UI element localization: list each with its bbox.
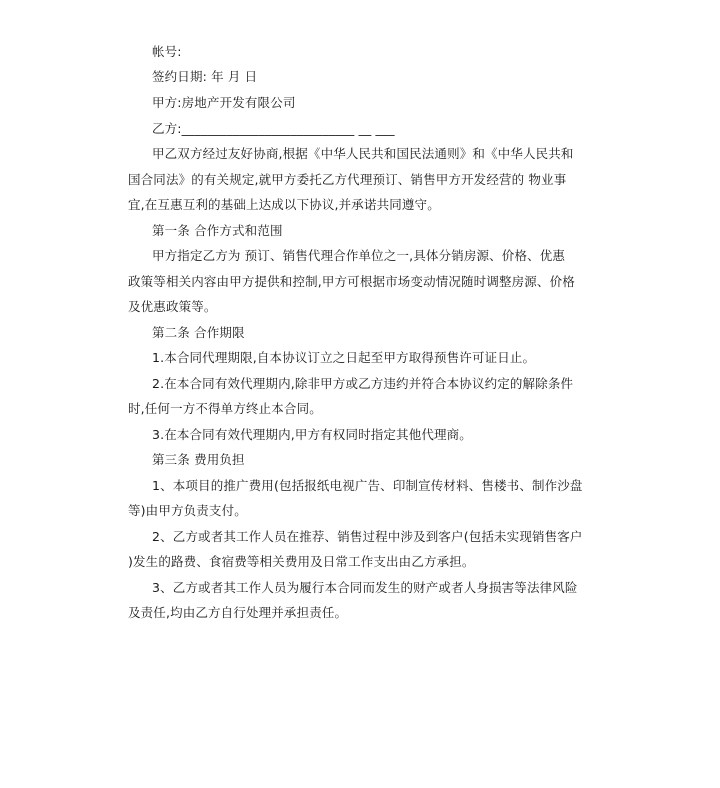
- article-2-clause-1: 1.本合同代理期限,自本协议订立之日起至甲方取得预售许可证日止。: [152, 350, 536, 365]
- article-1-heading: 第一条 合作方式和范围: [152, 223, 283, 238]
- article-3-clause-1-line-2: 等)由甲方负责支付。: [128, 503, 247, 518]
- article-1-text-line-3: 及优惠政策等。: [128, 299, 217, 314]
- party-b-line: 乙方:___________________________ __ ___: [152, 121, 395, 136]
- article-3-clause-3-line-2: 及责任,均由乙方自行处理并承担责任。: [128, 605, 348, 620]
- article-3-clause-2-line-2: )发生的路费、食宿费等相关费用及日常工作支出由乙方承担。: [128, 554, 475, 569]
- article-1-text-line-1: 甲方指定乙方为 预订、销售代理合作单位之一,具体分销房源、价格、优惠: [152, 248, 566, 263]
- preamble-line-1: 甲乙双方经过友好协商,根据《中华人民共和国民法通则》和《中华人民共和: [152, 146, 574, 161]
- article-2-clause-2-line-2: 时,任何一方不得单方终止本合同。: [128, 401, 322, 416]
- article-1-text-line-2: 政策等相关内容由甲方提供和控制,甲方可根据市场变动情况随时调整房源、价格: [128, 274, 575, 289]
- article-3-clause-3-line-1: 3、乙方或者其工作人员为履行本合同而发生的财产或者人身损害等法律风险: [152, 580, 578, 595]
- party-a-line: 甲方:房地产开发有限公司: [152, 95, 296, 110]
- account-line: 帐号:: [152, 44, 182, 59]
- preamble-line-2: 国合同法》的有关规定,就甲方委托乙方代理预订、销售甲方开发经营的 物业事: [128, 172, 567, 187]
- article-2-heading: 第二条 合作期限: [152, 325, 245, 340]
- article-2-clause-2-line-1: 2.在本合同有效代理期内,除非甲方或乙方违约并符合本协议约定的解除条件: [152, 376, 574, 391]
- signing-date-line: 签约日期: 年 月 日: [152, 69, 258, 84]
- preamble-line-3: 宜,在互惠互利的基础上达成以下协议,并承诺共同遵守。: [128, 197, 440, 212]
- article-3-clause-1-line-1: 1、本项目的推广费用(包括报纸电视广告、印制宣传材料、售楼书、制作沙盘: [152, 478, 583, 493]
- article-2-clause-3: 3.在本合同有效代理期内,甲方有权同时指定其他代理商。: [152, 427, 472, 442]
- article-3-clause-2-line-1: 2、乙方或者其工作人员在推荐、销售过程中涉及到客户(包括未实现销售客户: [152, 529, 583, 544]
- article-3-heading: 第三条 费用负担: [152, 452, 245, 467]
